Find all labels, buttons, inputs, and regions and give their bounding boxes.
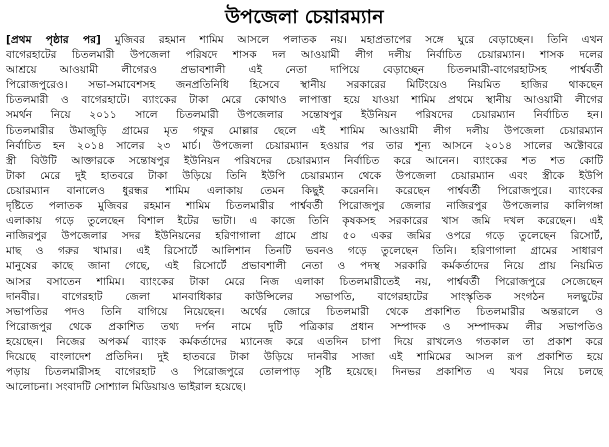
article-line xyxy=(6,380,603,395)
article-line xyxy=(6,229,603,244)
article-line xyxy=(6,124,603,139)
article-line-text: নাজিরপুর উপজেলার সদর ইউনিয়নের হরিণাগালা গ্রামে প্রায় ৫০ একর জমির ওপরে গড়ে তুলেছেন রিসোর্ট, xyxy=(6,230,603,243)
article-line xyxy=(6,335,603,350)
article-line xyxy=(6,199,603,214)
article-line-text: মানুষের কাছে জানা গেছে, এই রিসোর্টে প্রভাবশালী নেতা ও পদস্থ সরকারি কর্মকর্তাদের নিয়ে প্রায় নিয়মিত xyxy=(6,260,603,273)
article-line xyxy=(6,365,603,380)
article-line-text: পড়ায় চিতলমারীসহ বাগেরহাট ও পিরোজপুরে তোলপাড় সৃষ্টি হয়েছে। দিনভর প্রকাশিত এ খবর নিয়ে চলছে xyxy=(6,366,603,379)
article-line-text: আশ্রয়ে আওয়ামী লীগেরও প্রভাবশালী এই নেতা দাপিয়ে বেড়াচ্ছেন চিতলমারী-বাগেরহাটসহ পার্শ্ববর্তী xyxy=(6,64,603,77)
article-line xyxy=(6,350,603,365)
article-line-text: স্ত্রী বিউটি আক্তারকে সন্তোষপুর ইউনিয়ন পরিষদের চেয়ারম্যান নির্বাচিত করে আনেন। ব্যাংকের শত শত কোটি xyxy=(6,154,603,167)
article-line-text: বাগেরহাটের চিতলমারী উপজেলা পরিষদে শাসক দল আওয়ামী লীগ দলীয় নির্বাচিত চেয়ারম্যান। শাসক দলের xyxy=(6,49,603,62)
article-line-text: নির্বাচিত হন ২০১৪ সালের ২৩ মার্চ। উপজেলা চেয়ারম্যান হওয়ার পর তার শূন্য আসনে ২০১৪ সালের অক্টোবরে xyxy=(6,139,603,152)
article-line xyxy=(6,184,603,199)
article-line-text: পিরোজপুরেও। সভা-সমাবেশসহ জনপ্রতিনিধি হিসেবে স্থানীয় সরকারের মিটিংয়েও নিয়মিত হাজির থাকছেন xyxy=(6,79,603,92)
article-line xyxy=(6,93,603,108)
article-line-text: চেয়ারম্যান বানালেও ধুরন্ধর শামিম এলাকায় তেমন কিছুই করেননি। করেছেন পার্শ্ববর্তী পিরোজপুরে। ব্যাংকের xyxy=(6,184,603,197)
article-line-text: মুজিবর রহমান শামিম আসলে পলাতক নয়। মহাপ্রতাপের সঙ্গে ঘুরে বেড়াচ্ছেন। তিনি এখন xyxy=(100,34,603,46)
article-line-text: পিরোজপুর থেকে প্রকাশিত তথ্য দর্পন নামে দুটি পত্রিকার প্রধান সম্পাদক ও সম্পাদকম লীর সভাপতিও xyxy=(6,320,603,333)
article-body xyxy=(6,33,603,395)
article-line xyxy=(6,154,603,169)
article-line-text: দিয়েছে বাংলাদেশ প্রতিদিন। দুই হাতবরে টাকা উড়িয়ে দানবীর সাজা এই শামিমের আসল রূপ প্রকাশিত হয়ে xyxy=(6,350,603,363)
article-line xyxy=(6,275,603,290)
article-line xyxy=(6,290,603,305)
article-line xyxy=(6,78,603,93)
article-line-text: টাকা মেরে দুই হাতবরে টাকা উড়িয়ে তিনি ইউপি চেয়ারম্যান থেকে উপজেলা চেয়ারম্যান এবং স্ত্রীকে ইউপি xyxy=(6,169,603,182)
article-line-text: সমর্থন নিয়ে ২০১১ সালে চিতলমারী উপজেলার সন্তোষপুর ইউনিয়ন পরিষদের চেয়ারম্যান নির্বাচিত হন। xyxy=(6,109,603,122)
article-line xyxy=(6,320,603,335)
article-line xyxy=(6,139,603,154)
article-line-text: আলোচনা। সংবাদটি সোশ্যাল মিডিয়ায়ও ভাইরাল হয়েছে। xyxy=(6,381,246,394)
article-line xyxy=(6,63,603,78)
article-line-text: চিতলমারীর উমাজুড়ি গ্রামের মৃত গফুর মোল্লার ছেলে এই শামিম আওয়ামী লীগ দলীয় উপজেলা চেয়ারম্যান xyxy=(6,124,603,137)
article-line xyxy=(6,214,603,229)
article-line-text: মাছ ও গরুর খামার। এই রিসোর্টে আলিশান তিনটি ভবনও গড়ে তুলেছেন তিনি। হরিণাগালা গ্রামের সাধারণ xyxy=(6,245,603,258)
article-line-text: দৃষ্টিতে পলাতক মুজিবর রহমান শামিম চিতলমারীর পার্শ্ববর্তী পিরোজপুর জেলার নাজিরপুর উপজেলার কালিগঙ্গা xyxy=(6,200,603,213)
article-line xyxy=(6,48,603,63)
article-line-text: হয়েছেন। নিজের অপকর্ম ব্যাংক কর্মকর্তাদের ম্যানেজ করে এতদিন চাপা দিয়ে রাখলেও গতকাল তা প্রকাশ করে xyxy=(6,335,603,348)
article-line xyxy=(6,259,603,274)
article-line-text: দানবীর। বাগেরহাট জেলা মানবাধিকার কাউন্সিলের সভাপতি, বাগেরহাটের সাংস্কৃতিক সংগঠন দলছুটের xyxy=(6,290,603,303)
article-line xyxy=(6,305,603,320)
kicker: [প্রথম পৃষ্ঠার পর] xyxy=(6,34,101,46)
article-line-text: এলাকায় গড়ে তুলেছেন বিশাল ইটের ভাটা। এ কাজে তিনি কৃষকসহ সরকারের খাস জমি দখল করেছেন। এই xyxy=(6,215,603,228)
article-line xyxy=(6,244,603,259)
article-line xyxy=(6,108,603,123)
article-line xyxy=(6,33,603,48)
article-line-text: সভাপতির পদও তিনি বাগিয়ে নিয়েছেন। অর্থের জোরে চিতলমারী থেকে প্রকাশিত চিতলমারীর অন্তরালে ও xyxy=(6,305,603,318)
article-line-text: আসর বসাতেন শামিম। ব্যাংকের টাকা মেরে নিজ এলাকা চিতলমারীতেই নয়, পার্শ্ববর্তী পিরোজপুরে সেজেছেন xyxy=(6,275,603,288)
article-line-text: চিতলমারী ও বাগেরহাটে। ব্যাংকের টাকা মেরে কোথাও লাপাত্তা হয়ে যাওয়া শামিম প্রথমে স্থানীয় আওয়ামী লীগের xyxy=(6,94,603,107)
headline: উপজেলা চেয়ারম্যান xyxy=(225,6,384,28)
article-line xyxy=(6,169,603,184)
